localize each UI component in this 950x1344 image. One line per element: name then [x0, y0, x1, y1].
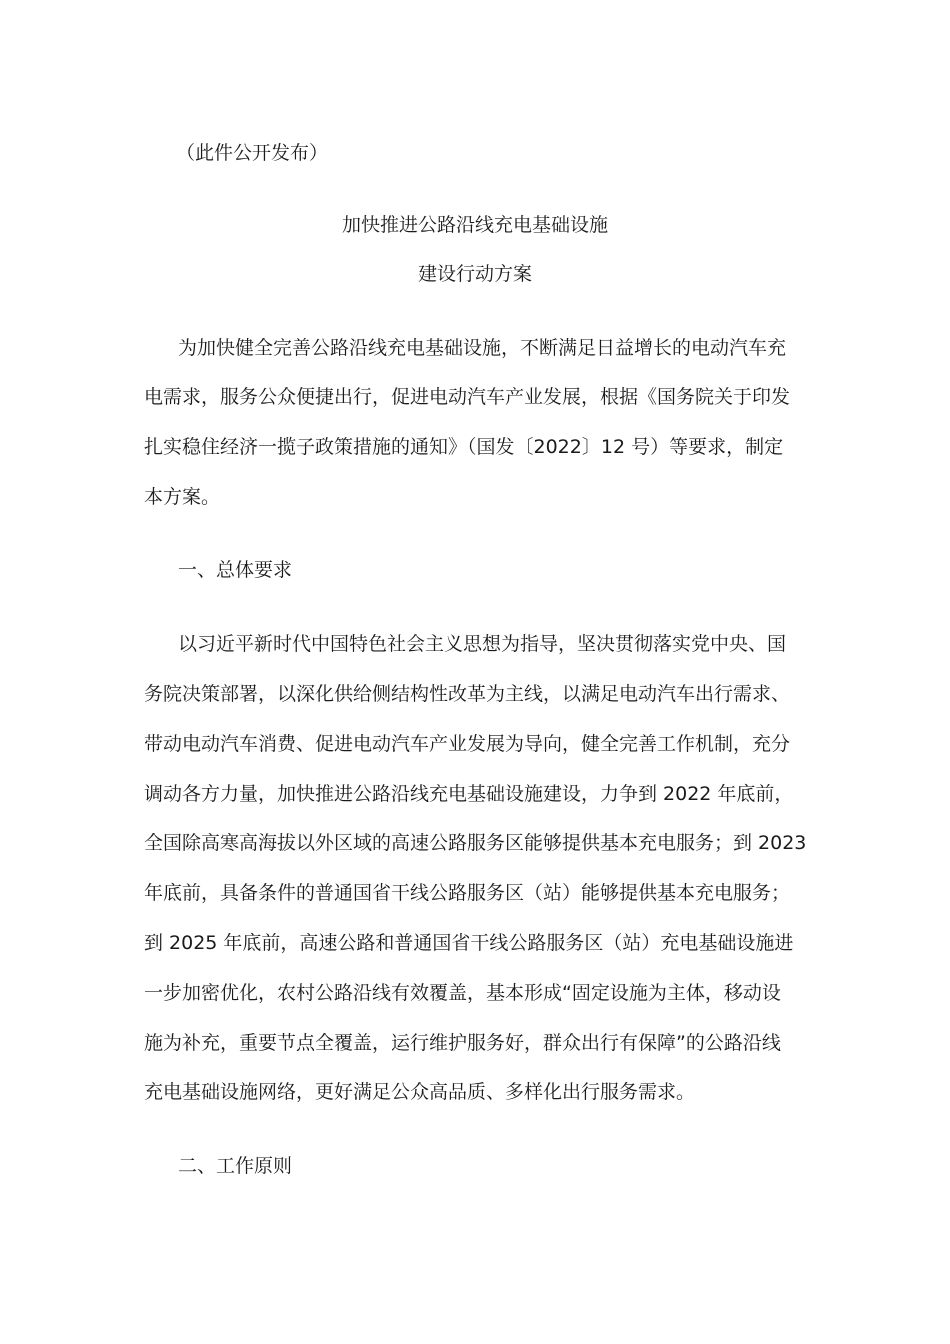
section-heading-general-requirements: 一、总体要求: [178, 559, 293, 581]
paragraph-line: 务院决策部署，以深化供给侧结构性改革为主线，以满足电动汽车出行需求、: [144, 683, 791, 705]
paragraph-line: 充电基础设施网络，更好满足公众高品质、多样化出行服务需求。: [144, 1081, 696, 1103]
paragraph-line: 电需求，服务公众便捷出行，促进电动汽车产业发展，根据《国务院关于印发: [144, 386, 791, 408]
document-title-line-2: 建设行动方案: [417, 263, 532, 285]
paragraph-line: 施为补充，重要节点全覆盖，运行维护服务好，群众出行有保障”的公路沿线: [144, 1032, 781, 1054]
paragraph-line: 扎实稳住经济一揽子政策措施的通知》（国发〔2022〕12 号）等要求，制定: [144, 436, 784, 458]
paragraph-line: 一步加密优化，农村公路沿线有效覆盖，基本形成“固定设施为主体，移动设: [144, 982, 781, 1004]
paragraph-line: 到 2025 年底前，高速公路和普通国省干线公路服务区（站）充电基础设施进: [144, 932, 794, 954]
paragraph-line: 以习近平新时代中国特色社会主义思想为指导，坚决贯彻落实党中央、国: [178, 633, 787, 655]
paragraph-line: 为加快健全完善公路沿线充电基础设施，不断满足日益增长的电动汽车充: [178, 337, 787, 359]
section-heading-working-principles: 二、工作原则: [178, 1155, 293, 1177]
paragraph-line: 带动电动汽车消费、促进电动汽车产业发展为导向，健全完善工作机制，充分: [144, 733, 791, 755]
document-title-line-1: 加快推进公路沿线充电基础设施: [341, 214, 608, 236]
paragraph-line: 本方案。: [144, 486, 221, 508]
paragraph-line: 调动各方力量，加快推进公路沿线充电基础设施建设，力争到 2022 年底前，: [144, 783, 794, 805]
publication-notice: （此件公开发布）: [176, 142, 329, 164]
paragraph-line: 全国除高寒高海拔以外区域的高速公路服务区能够提供基本充电服务；到 2023: [144, 832, 807, 854]
paragraph-line: 年底前，具备条件的普通国省干线公路服务区（站）能够提供基本充电服务；: [144, 882, 791, 904]
